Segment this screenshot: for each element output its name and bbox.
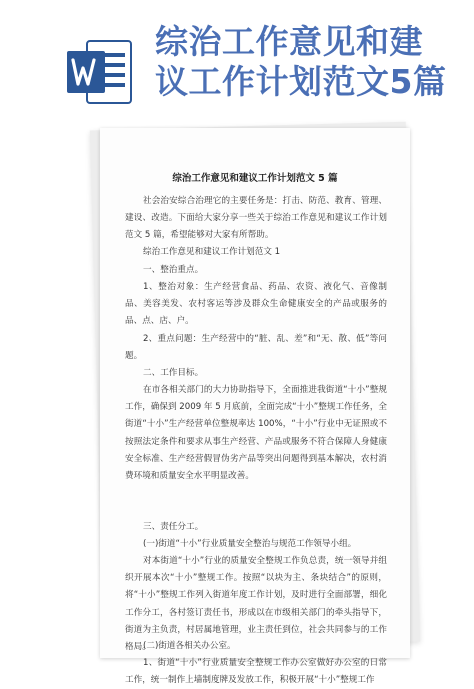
page-title <box>155 22 465 102</box>
document-heading: 综治工作意见和建议工作计划范文 5 篇 <box>172 173 338 184</box>
paragraph-goals: 在市各相关部门的大力协助指导下，全面推进我街道“十小”整规工作，确保到 2009 年 5 月底前，全面完成“十小”整规工作任务，全街道“十小”生产经营单位整规率达 100%，“十小”行业中无证照或不按照法定条件和要求从事生产经营、产品或服务不符合保障人身健康安全标准、生产经营假冒伪劣产品等突出问题得到基本解决，农村消费环境和质量安全水平明显改善。 <box>125 385 388 482</box>
paragraph-group-1-body: 对本街道“十小”行业的质量安全整规工作负总责，统一领导并组织开展本次“十小”整规工作。按照“以块为主、条块结合”的原则，将“十小”整规工作列入街道年度工作计划，及时进行全面部署，细化工作分工，各村签订责任书，形成以在市级相关部门的牵头指导下，街道为主负责，村居属地管理，业主责任到位，社会共同参与的工作格局。 <box>125 556 387 653</box>
paragraph-section-3: 三、责任分工。 <box>143 522 204 532</box>
paragraph-section-1: 一、整治重点。 <box>143 265 204 275</box>
paragraph-section-2: 二、工作目标。 <box>143 368 204 378</box>
title-line-2: 议工作计划范文5篇 <box>155 62 447 101</box>
paragraph-item-1: 1、整治对象：生产经营食品、药品、农资、液化气、音像制品、美容美发、农村客运等涉及群众生命健康安全的产品或服务的品、点、店、户。 <box>125 282 387 327</box>
word-document-icon <box>65 37 135 107</box>
title-line-1: 综治工作意见和建 <box>155 22 423 61</box>
paragraph-subtitle: 综治工作意见和建议工作计划范文 1 <box>143 247 281 257</box>
header <box>0 0 474 110</box>
paragraph-item-2: 2、重点问题：生产经营中的“脏、乱、差”和“无、散、低”等问题。 <box>125 334 387 362</box>
paragraph-group-1: (一)街道“十小”行业质量安全整治与规范工作领导小组。 <box>143 539 357 549</box>
document-page <box>100 128 410 686</box>
paragraph-group-2: (二)街道各相关办公室。 <box>143 641 236 651</box>
paragraph-group-2-body: 1、街道“十小”行业质量安全整规工作办公室做好办公室的日常工作，统一制作上墙制度牌及发放工作，积极开展“十小”整规工作 <box>125 658 387 686</box>
paragraph-intro: 社会治安综合治理它的主要任务是：打击、防范、教育、管理、建设、改造。下面给大家分享一些关于综治工作意见和建议工作计划范文 5 篇，希望能够对大家有所帮助。 <box>125 196 387 241</box>
